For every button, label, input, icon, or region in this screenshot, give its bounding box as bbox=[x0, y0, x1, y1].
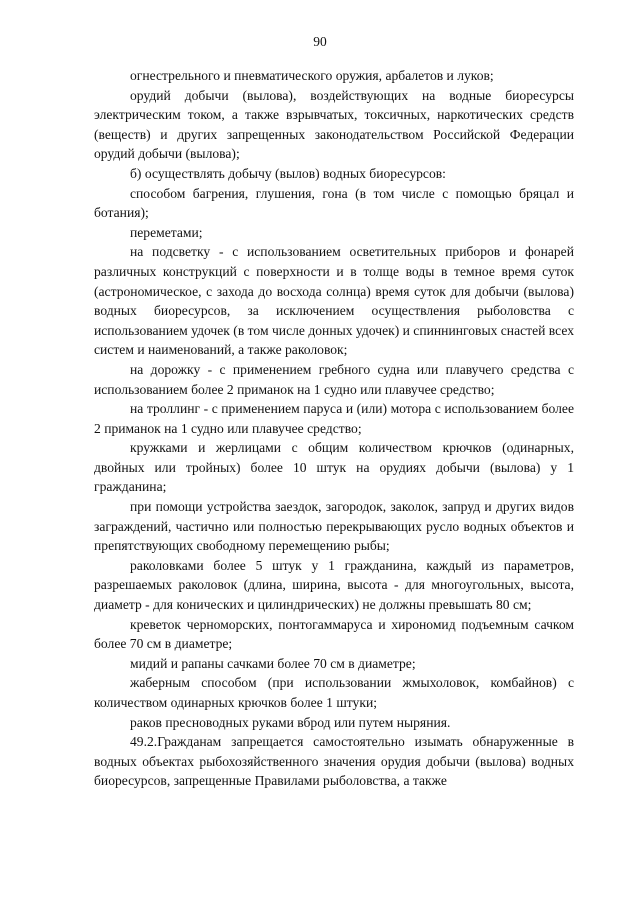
paragraph-firearms: огнестрельного и пневматического оружия, арбалетов и луков; bbox=[130, 68, 494, 83]
paragraph-crayfish-traps: раколовками более 5 штук у 1 гражданина, каждый из параметров, разрешаемых раколовок (длина, ширина, высота - для многоугольных, высота, диаметр - для конических и цилиндрических) не должны превышать 80 см; bbox=[94, 557, 574, 613]
paragraph-gaffing: способом багрения, глушения, гона (в том числе с помощью бряцал и ботания); bbox=[94, 185, 574, 221]
paragraph-electric-tools: орудий добычи (вылова), воздействующих на водные биоресурсы электрическим током, а также взрывчатых, токсичных, наркотических средств (веществ) и других запрещенных законодательством Российской Федерации орудий добычи (вылова); bbox=[94, 87, 574, 162]
paragraph-crayfish-hands: раков пресноводных руками вброд или путем ныряния. bbox=[130, 714, 451, 730]
paragraph-trolling-rowboat: на дорожку - с применением гребного судна или плавучего средства с использованием более 2 приманок на 1 судно или плавучее средство; bbox=[94, 361, 574, 397]
paragraph-setlines: переметами; bbox=[130, 224, 203, 240]
paragraph-trolling-motor: на троллинг - с применением паруса и (или) мотора с использованием более 2 приманок на 1 судно или плавучее средство; bbox=[94, 401, 574, 436]
paragraph-item-b: б) осуществлять добычу (вылов) водных биоресурсов: bbox=[130, 165, 446, 181]
paragraph-49-2: 49.2.Гражданам запрещается самостоятельно изымать обнаруженные в водных объектах рыбохозяйственного значения орудия добычи (вылова) водных биоресурсов, запрещенные Правилами рыболовства, а также bbox=[94, 734, 574, 789]
paragraph-floats-hooks: кружками и жерлицами с общим количеством крючков (одинарных, двойных или тройных) более 10 штук на орудиях добычи (вылова) у 1 гражданина; bbox=[94, 440, 574, 495]
paragraph-barriers: при помощи устройства заездок, загородок, заколок, запруд и других видов заграждений, частично или полностью перекрывающих русло водных объектов и препятствующих свободному перемещению рыбы; bbox=[94, 499, 574, 554]
page-number: 90 bbox=[313, 34, 327, 49]
paragraph-night-lights: на подсветку - с использованием осветительных приборов и фонарей различных конструкций с поверхности и в толще воды в темное время суток (астрономическое, с захода до восхода солнца) время суток для добычи (вылова) водных биоресурсов, за исключением осуществления рыболовства с использованием удочек (в том числе донных удочек) и спиннинговых снастей всех систем и наименований, а также раколовок; bbox=[94, 244, 574, 358]
paragraph-mussels: мидий и рапаны сачками более 70 см в диаметре; bbox=[130, 655, 416, 671]
body-text bbox=[94, 66, 574, 791]
paragraph-shrimp-nets: креветок черноморских, понтогаммаруса и хирономид подъемным сачком более 70 см в диаметре; bbox=[94, 616, 574, 652]
paragraph-gill-method: жаберным способом (при использовании жмыхоловок, комбайнов) с количеством одинарных крючков более 1 штуки; bbox=[94, 675, 574, 710]
